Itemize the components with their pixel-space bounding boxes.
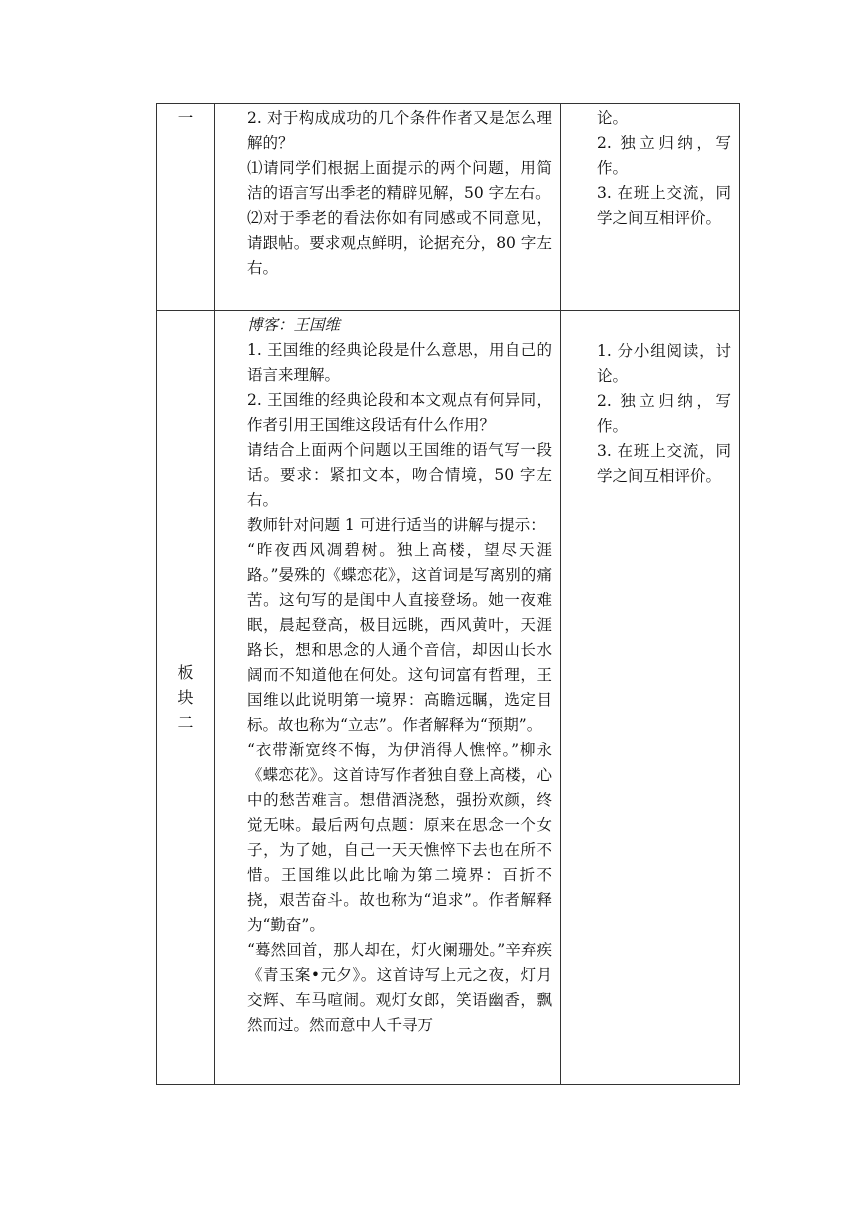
paragraph: 2. 独立归纳，写作。: [597, 134, 731, 177]
section-label: 一: [177, 109, 194, 127]
table-row: [157, 104, 740, 311]
paragraph: 1. 分小组阅读，讨论。: [597, 342, 731, 385]
paragraph: 教师针对问题 1 可进行适当的讲解与提示：: [247, 516, 546, 534]
paragraph: 请结合上面两个问题以王国维的语气写一段话。要求：紧扣文本，吻合情境，50 字左右。: [247, 441, 552, 509]
section-label-cell: [157, 311, 215, 1085]
paragraph: “昨夜西风凋碧树。独上高楼，望尽天涯路。”晏殊的《蝶恋花》，这首词是写离别的痛苦。这句写的是闺中人直接登场。她一夜难眠，晨起登高，极目远眺，西风黄叶，天涯路长，想和思念的人通个音信，却因山长水阔而不知道他在何处。这句词富有哲理，王国维以此说明第一境界：高瞻远瞩，选定目标。故也称为“立志”。作者解释为“预期”。: [247, 541, 552, 734]
student-activity-cell: [561, 104, 740, 311]
paragraph: “衣带渐宽终不悔，为伊消得人憔悴。”柳永《蝶恋花》。这首诗写作者独自登上高楼，心中的愁苦难言。想借酒浇愁，强扮欢颜，终觉无味。最后两句点题：原来在思念一个女子，为了她，自己一天天憔悴下去也在所不惜。王国维以此比喻为第二境界：百折不挠，艰苦奋斗。故也称为“追求”。作者解释为“勤奋”。: [247, 741, 552, 934]
paragraph: 论。: [597, 109, 629, 127]
paragraph: 3. 在班上交流，同学之间互相评价。: [597, 184, 731, 227]
paragraph: 2. 独立归纳，写作。: [597, 392, 731, 435]
section-label-char: 块: [177, 688, 194, 707]
lesson-plan-table: [156, 103, 740, 1085]
paragraph: 3. 在班上交流，同学之间互相评价。: [597, 442, 731, 485]
section-label-char: 板: [177, 663, 194, 682]
activity-content-cell: [215, 311, 561, 1085]
table-row: [157, 311, 740, 1085]
student-activity-cell: [561, 311, 740, 1085]
paragraph: “蓦然回首，那人却在，灯火阑珊处。”辛弃疾《青玉案•元夕》。这首诗写上元之夜，灯月交辉、车马喧闹。观灯女郎，笑语幽香，飘然而过。然而意中人千寻万: [247, 941, 552, 1034]
paragraph: ⑵对于季老的看法你如有同感或不同意见，请跟帖。要求观点鲜明，论据充分，80 字左右。: [247, 209, 552, 277]
paragraph: ⑴请同学们根据上面提示的两个问题，用简洁的语言写出季老的精辟见解，50 字左右。: [247, 159, 552, 202]
paragraph: 2. 对于构成成功的几个条件作者又是怎么理解的？: [247, 109, 552, 152]
paragraph: 1. 王国维的经典论段是什么意思，用自己的语言来理解。: [247, 341, 552, 384]
activity-content-cell: [215, 104, 561, 311]
paragraph: 2. 王国维的经典论段和本文观点有何异同，作者引用王国维这段话有什么作用？: [247, 391, 552, 434]
section-heading: 博客：王国维: [247, 316, 341, 334]
section-label-char: 二: [177, 713, 194, 732]
section-label-cell: [157, 104, 215, 311]
